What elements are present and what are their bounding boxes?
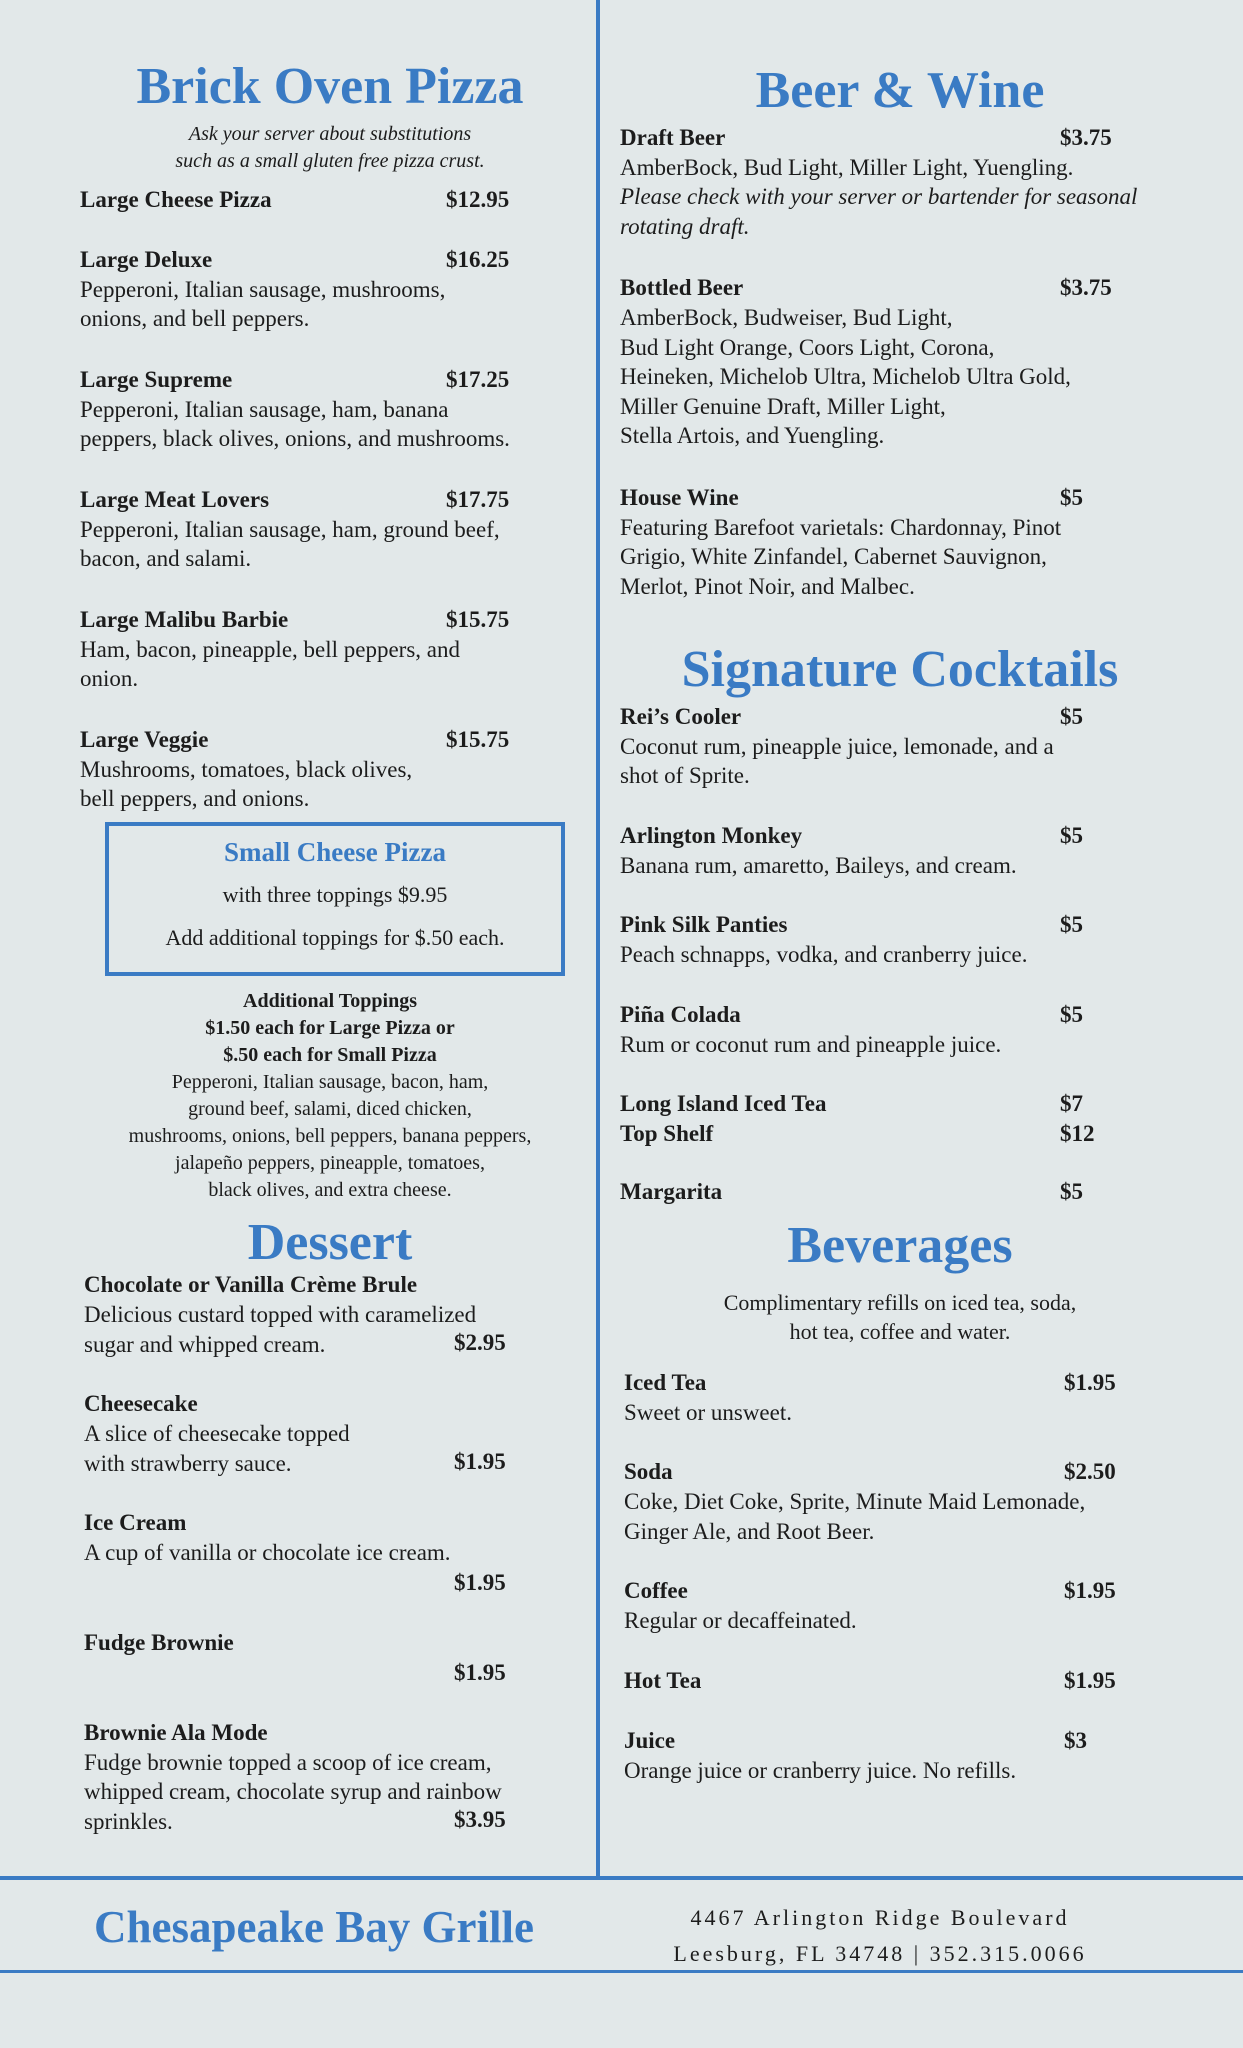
pizza-header — [80, 605, 580, 635]
restaurant-name: Chesapeake Bay Grille — [94, 1902, 534, 1952]
pizza-list — [80, 185, 580, 814]
toppings-line: Pepperoni, Italian sausage, bacon, ham, — [171, 1070, 489, 1093]
pizza-section-title: Brick Oven Pizza — [136, 58, 524, 115]
pizza-description: bacon, and salami. — [80, 546, 252, 572]
dessert-price: $1.95 — [454, 1569, 506, 1595]
pizza-header — [80, 725, 580, 755]
beer-wine-name: House Wine — [620, 484, 739, 510]
dessert-description: with strawberry sauce. — [84, 1450, 292, 1476]
beverage-name: Soda — [624, 1459, 673, 1485]
beer-wine-item — [620, 273, 1180, 451]
dessert-description: sprinkles. — [84, 1808, 173, 1834]
pizza-description: Pepperoni, Italian sausage, ham, banana — [80, 396, 449, 422]
toppings-list — [80, 1069, 580, 1204]
beer-wine-name: Draft Beer — [620, 124, 726, 150]
pizza-description: Pepperoni, Italian sausage, ham, ground beef, — [80, 516, 500, 542]
beverage-item — [624, 1368, 1180, 1428]
toppings-line: jalapeño peppers, pineapple, tomatoes, — [175, 1151, 485, 1174]
small-pizza-addon: Add additional toppings for $.50 each. — [165, 924, 505, 950]
cocktail-price: $5 — [1060, 1179, 1083, 1205]
beverage-price: $3 — [1064, 1727, 1087, 1753]
beverage-header — [624, 1576, 1180, 1606]
beverage-name: Iced Tea — [624, 1369, 707, 1395]
beverage-description: Ginger Ale, and Root Beer. — [624, 1518, 875, 1544]
dessert-description: A cup of vanilla or chocolate ice cream. — [84, 1540, 451, 1566]
cocktail-name: Arlington Monkey — [620, 822, 803, 848]
beverage-price: $1.95 — [1064, 1369, 1116, 1395]
address-street: 4467 Arlington Ridge Boulevard — [690, 1905, 1070, 1930]
pizza-item — [80, 725, 580, 814]
cocktail-item — [620, 821, 1180, 881]
center-divider — [596, 0, 600, 1878]
small-pizza-line: with three toppings $9.95 — [222, 881, 448, 907]
beer-wine-item — [620, 483, 1180, 602]
dessert-description: A slice of cheesecake topped — [84, 1421, 350, 1447]
left-column — [80, 60, 580, 1866]
dessert-item — [84, 1508, 580, 1598]
beer-wine-price: $5 — [1060, 484, 1083, 510]
beer-wine-description: Featuring Barefoot varietals: Chardonnay, Pinot — [620, 514, 1062, 540]
beer-wine-note: Please check with your server or bartender for seasonal — [620, 184, 1138, 210]
beverage-price: $1.95 — [1064, 1578, 1116, 1604]
toppings-line: black olives, and extra cheese. — [208, 1178, 452, 1201]
footer-rule-bottom — [0, 1970, 1243, 1973]
beer-wine-description: Stella Artois, and Yuengling. — [620, 423, 885, 449]
beer-wine-description: Bud Light Orange, Coors Light, Corona, — [620, 334, 995, 360]
beverage-item — [624, 1576, 1180, 1636]
dessert-price: $3.95 — [454, 1807, 506, 1833]
beverage-header — [624, 1666, 1180, 1696]
beer-wine-item — [620, 123, 1180, 242]
dessert-price: $1.95 — [454, 1659, 506, 1685]
beverage-name: Juice — [624, 1727, 676, 1753]
dessert-description: Delicious custard topped with caramelized — [84, 1302, 477, 1328]
beer-wine-price: $3.75 — [1060, 275, 1112, 301]
cocktail-price: $5 — [1060, 703, 1083, 729]
pizza-description: onions, and bell peppers. — [80, 306, 310, 332]
cocktail-price: $12 — [1060, 1121, 1095, 1147]
pizza-header — [80, 365, 580, 395]
pizza-description: Pepperoni, Italian sausage, mushrooms, — [80, 276, 446, 302]
pizza-item — [80, 245, 580, 334]
pizza-price: $17.75 — [446, 486, 510, 512]
beverages-note: Complimentary refills on iced tea, soda, hot tea, coffee and water. — [723, 1289, 1077, 1344]
dessert-name: Chocolate or Vanilla Crème Brule — [84, 1272, 418, 1298]
right-column — [620, 64, 1180, 1815]
cocktail-price: $5 — [1060, 822, 1083, 848]
dessert-description: sugar and whipped cream. — [84, 1331, 326, 1357]
dessert-description: whipped cream, chocolate syrup and rainbow — [84, 1779, 502, 1805]
cocktails-section-title: Signature Cocktails — [681, 641, 1119, 699]
cocktail-item — [620, 910, 1180, 970]
cocktail-header — [620, 1000, 1180, 1030]
cocktail-description: Banana rum, amaretto, Baileys, and cream. — [620, 852, 1017, 878]
dessert-price-row — [84, 1568, 580, 1598]
pizza-header — [80, 245, 580, 275]
restaurant-address — [640, 1900, 1120, 1972]
dessert-item — [84, 1718, 580, 1837]
beverage-description: Orange juice or cranberry juice. No refills. — [624, 1757, 1017, 1783]
cocktail-price: $5 — [1060, 1001, 1083, 1027]
cocktail-name: Rei’s Cooler — [620, 703, 742, 729]
cocktail-item-long-island — [620, 1089, 1180, 1149]
pizza-price: $15.75 — [446, 726, 510, 752]
pizza-price: $16.25 — [446, 246, 510, 272]
pizza-item — [80, 185, 580, 215]
pizza-item — [80, 485, 580, 574]
cocktail-description: shot of Sprite. — [620, 763, 750, 789]
toppings-block — [80, 988, 580, 1204]
beverage-item — [624, 1666, 1180, 1696]
beverages-section-title: Beverages — [787, 1217, 1013, 1275]
beverage-header — [624, 1368, 1180, 1398]
cocktail-name: Piña Colada — [620, 1001, 741, 1027]
cocktail-name: Top Shelf — [620, 1121, 714, 1147]
beverage-description: Sweet or unsweet. — [624, 1399, 792, 1425]
beer-wine-header — [620, 123, 1180, 153]
beer-wine-description: Merlot, Pinot Noir, and Malbec. — [620, 573, 915, 599]
cocktail-item-margarita — [620, 1177, 1180, 1207]
beer-wine-section-title: Beer & Wine — [755, 62, 1045, 119]
toppings-title: Additional Toppings — [243, 989, 417, 1012]
pizza-note: Ask your server about substitutions such as a small gluten free pizza crust. — [175, 122, 485, 172]
cocktail-price: $5 — [1060, 912, 1083, 938]
beer-wine-description: AmberBock, Bud Light, Miller Light, Yuengling. — [620, 154, 1074, 180]
beverage-description: Coke, Diet Coke, Sprite, Minute Maid Lemonade, — [624, 1489, 1086, 1515]
dessert-name: Cheesecake — [84, 1391, 198, 1417]
pizza-header — [80, 485, 580, 515]
beverage-description: Regular or decaffeinated. — [624, 1608, 857, 1634]
dessert-price: $1.95 — [454, 1449, 506, 1475]
cocktail-name: Margarita — [620, 1179, 723, 1205]
cocktail-name: Pink Silk Panties — [620, 912, 788, 938]
pizza-name: Large Meat Lovers — [80, 486, 270, 512]
pizza-name: Large Cheese Pizza — [80, 186, 272, 212]
cocktail-item — [620, 702, 1180, 791]
beverage-name: Hot Tea — [624, 1667, 702, 1693]
beverage-price: $2.50 — [1064, 1459, 1116, 1485]
cocktail-header — [620, 910, 1180, 940]
pizza-item — [80, 365, 580, 454]
beer-wine-name: Bottled Beer — [620, 275, 744, 301]
pizza-description: Ham, bacon, pineapple, bell peppers, and — [80, 636, 461, 662]
dessert-description: Fudge brownie topped a scoop of ice cream, — [84, 1749, 492, 1775]
beverage-name: Coffee — [624, 1578, 688, 1604]
cocktail-item — [620, 1000, 1180, 1060]
beverage-header — [624, 1726, 1180, 1756]
toppings-price-small: $.50 each for Small Pizza — [223, 1043, 437, 1066]
beer-wine-header — [620, 483, 1180, 513]
beverages-list — [624, 1368, 1180, 1786]
pizza-name: Large Supreme — [80, 366, 233, 392]
dessert-price: $2.95 — [454, 1330, 506, 1356]
beverage-price: $1.95 — [1064, 1667, 1116, 1693]
beverage-header — [624, 1457, 1180, 1487]
pizza-name: Large Deluxe — [80, 246, 213, 272]
beer-wine-description: Grigio, White Zinfandel, Cabernet Sauvignon, — [620, 544, 1047, 570]
dessert-price-row — [84, 1658, 580, 1688]
dessert-list — [84, 1270, 580, 1836]
cocktails-list — [620, 702, 1180, 1060]
dessert-item — [84, 1389, 580, 1478]
small-pizza-box — [105, 822, 565, 976]
pizza-description: peppers, black olives, onions, and mushrooms. — [80, 426, 510, 452]
beer-wine-description: Miller Genuine Draft, Miller Light, — [620, 393, 946, 419]
cocktail-header — [620, 702, 1180, 732]
beer-wine-price: $3.75 — [1060, 124, 1112, 150]
cocktail-description: Coconut rum, pineapple juice, lemonade, and a — [620, 733, 1054, 759]
beverage-item — [624, 1726, 1180, 1786]
address-city-phone: Leesburg, FL 34748 | 352.315.0066 — [673, 1941, 1087, 1966]
pizza-price: $17.25 — [446, 366, 510, 392]
cocktail-name: Long Island Iced Tea — [620, 1091, 827, 1117]
beer-wine-description: Heineken, Michelob Ultra, Michelob Ultra Gold, — [620, 364, 1071, 390]
pizza-description: bell peppers, and onions. — [80, 786, 310, 812]
dessert-name: Fudge Brownie — [84, 1629, 234, 1655]
toppings-line: mushrooms, onions, bell peppers, banana peppers, — [128, 1124, 532, 1147]
pizza-item — [80, 605, 580, 694]
pizza-description: Mushrooms, tomatoes, black olives, — [80, 756, 413, 782]
beer-wine-header — [620, 273, 1180, 303]
cocktail-description: Peach schnapps, vodka, and cranberry juice. — [620, 942, 1028, 968]
cocktail-price: $7 — [1060, 1091, 1083, 1117]
small-pizza-title: Small Cheese Pizza — [224, 836, 446, 867]
beer-wine-note: rotating draft. — [620, 213, 750, 239]
dessert-item — [84, 1270, 580, 1359]
pizza-name: Large Veggie — [80, 726, 209, 752]
pizza-header — [80, 185, 580, 215]
pizza-description: onion. — [80, 666, 139, 692]
beer-wine-list — [620, 123, 1180, 602]
dessert-name: Ice Cream — [84, 1510, 187, 1536]
cocktail-header — [620, 821, 1180, 851]
dessert-name: Brownie Ala Mode — [84, 1719, 268, 1745]
beer-wine-description: AmberBock, Budweiser, Bud Light, — [620, 305, 953, 331]
dessert-section-title: Dessert — [247, 1213, 413, 1271]
pizza-price: $12.95 — [446, 186, 510, 212]
dessert-item — [84, 1628, 580, 1688]
beverage-item — [624, 1457, 1180, 1546]
footer-rule-top — [0, 1876, 1243, 1880]
cocktail-description: Rum or coconut rum and pineapple juice. — [620, 1031, 1002, 1057]
toppings-price-large: $1.50 each for Large Pizza or — [205, 1016, 455, 1039]
pizza-name: Large Malibu Barbie — [80, 606, 289, 632]
pizza-price: $15.75 — [446, 606, 510, 632]
toppings-line: ground beef, salami, diced chicken, — [188, 1097, 472, 1120]
